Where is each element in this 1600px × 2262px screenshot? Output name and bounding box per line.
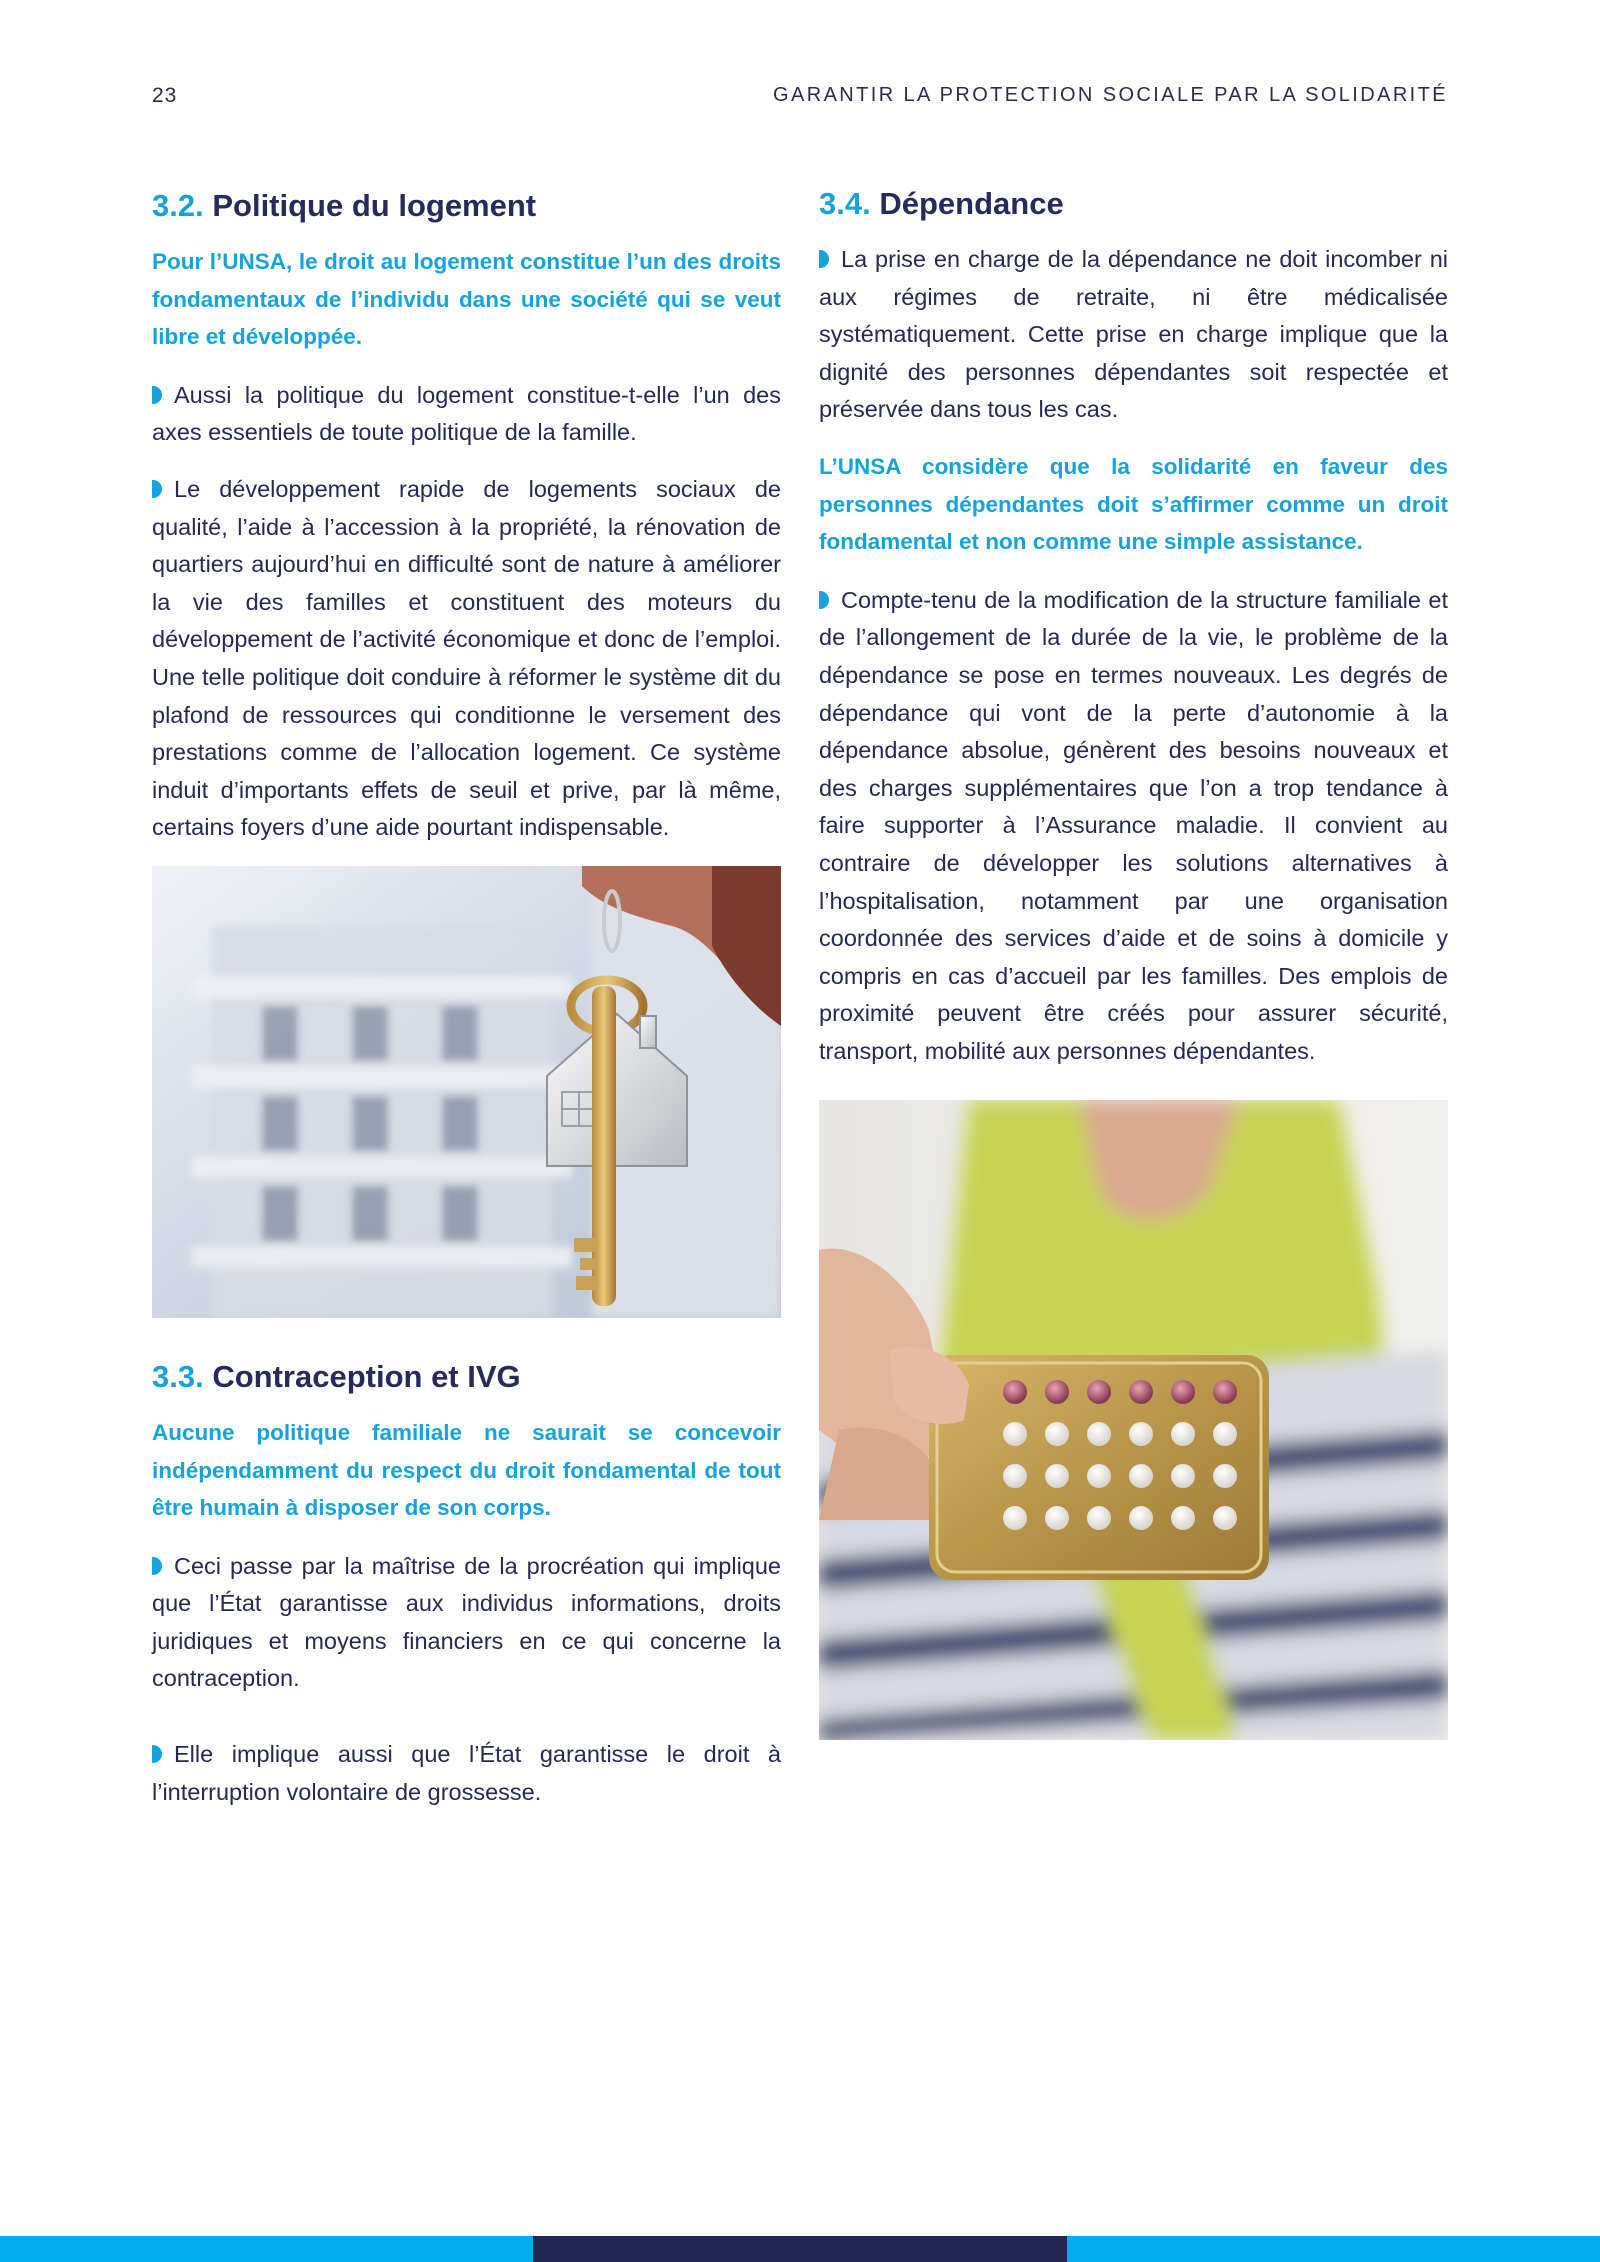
lead-dependance: L’UNSA considère que la solidarité en faveur des personnes dépendantes doit s’affirmer comme un droit fondamental et non comme une simple assistance. bbox=[819, 453, 1448, 555]
house-key-photo bbox=[152, 866, 781, 1318]
left-column bbox=[152, 183, 781, 1830]
right-column bbox=[819, 181, 1448, 1740]
bullet-icon bbox=[819, 250, 829, 268]
contraceptive-pill-photo bbox=[819, 1100, 1448, 1740]
lead-contraception: Aucune politique familiale ne saurait se concevoir indépendamment du respect du droit fondamental de tout être humain à disposer de son corps. bbox=[152, 1419, 781, 1521]
bullet-icon bbox=[152, 386, 162, 404]
footer-bar bbox=[0, 2236, 1600, 2262]
bullet-icon bbox=[819, 591, 829, 609]
section-number: 3.2. bbox=[152, 188, 204, 223]
paragraph: La prise en charge de la dépendance ne doit incomber ni aux régimes de retraite, ni être médicalisée systématiquement. Cette prise en charge implique que la dignité des personnes dépendantes soit respectée et préservée dans tous les cas. bbox=[819, 246, 1448, 423]
bullet-icon bbox=[152, 1557, 162, 1575]
paragraph: Aussi la politique du logement constitue-t-elle l’un des axes essentiels de toute politique de la famille. bbox=[152, 381, 781, 446]
section-title-contraception bbox=[152, 1354, 781, 1400]
footer-segment bbox=[0, 2236, 533, 2262]
paragraph: Compte-tenu de la modification de la structure familiale et de l’allongement de la durée de la vie, le problème de la dépendance se pose en termes nouveaux. Les degrés de dépendance qui vont de la perte d’autonomie à la dépendance absolue, génèrent des besoins nouveaux et des charges supplémentaires que l’on a trop tendance à faire supporter à l’Assurance maladie. Il convient au contraire de développer les solutions alternatives à l’hospitalisation, notamment par une organisation coordonnée des services d’aide et de soins à domicile y compris en cas d’accueil par les familles. Des emplois de proximité peuvent être créés pour assurer sécurité, transport, mobilité aux personnes dépendantes. bbox=[819, 586, 1448, 1064]
section-title-logement bbox=[152, 183, 781, 229]
section-title-text: Politique du logement bbox=[212, 188, 537, 223]
bullet-icon bbox=[152, 1745, 162, 1763]
footer-segment bbox=[1067, 2236, 1600, 2262]
running-header: GARANTIR LA PROTECTION SOCIALE PAR LA SOLIDARITÉ bbox=[773, 84, 1448, 106]
section-title-text: Contraception et IVG bbox=[212, 1358, 521, 1394]
paragraph: Ceci passe par la maîtrise de la procréation qui implique que l’État garantisse aux individus informations, droits juridiques et moyens financiers en ce qui concerne la contraception. bbox=[152, 1552, 781, 1692]
bullet-icon bbox=[152, 480, 162, 498]
section-number: 3.4. bbox=[819, 186, 871, 221]
paragraph: Le développement rapide de logements sociaux de qualité, l’aide à l’accession à la propriété, la rénovation de quartiers aujourd’hui en difficulté sont de nature à améliorer la vie des familles et constituent des moteurs du développement de l’activité économique et donc de l’emploi. Une telle politique doit conduire à réformer le système dit du plafond de ressources qui conditionne le versement des prestations comme de l’allocation logement. Ce système induit d’importants effets de seuil et prive, par là même, certains foyers d’une aide pourtant indispensable. bbox=[152, 475, 781, 841]
paragraph: Elle implique aussi que l’État garantisse le droit à l’interruption volontaire de grossesse. bbox=[152, 1741, 781, 1805]
section-title-text: Dépendance bbox=[879, 186, 1064, 221]
lead-logement: Pour l’UNSA, le droit au logement constitue l’un des droits fondamentaux de l’individu dans une société qui se veut libre et développée. bbox=[152, 249, 781, 350]
section-number: 3.3. bbox=[152, 1358, 204, 1394]
section-title-dependance bbox=[819, 181, 1448, 227]
footer-segment bbox=[533, 2236, 1066, 2262]
page-number: 23 bbox=[152, 84, 178, 107]
